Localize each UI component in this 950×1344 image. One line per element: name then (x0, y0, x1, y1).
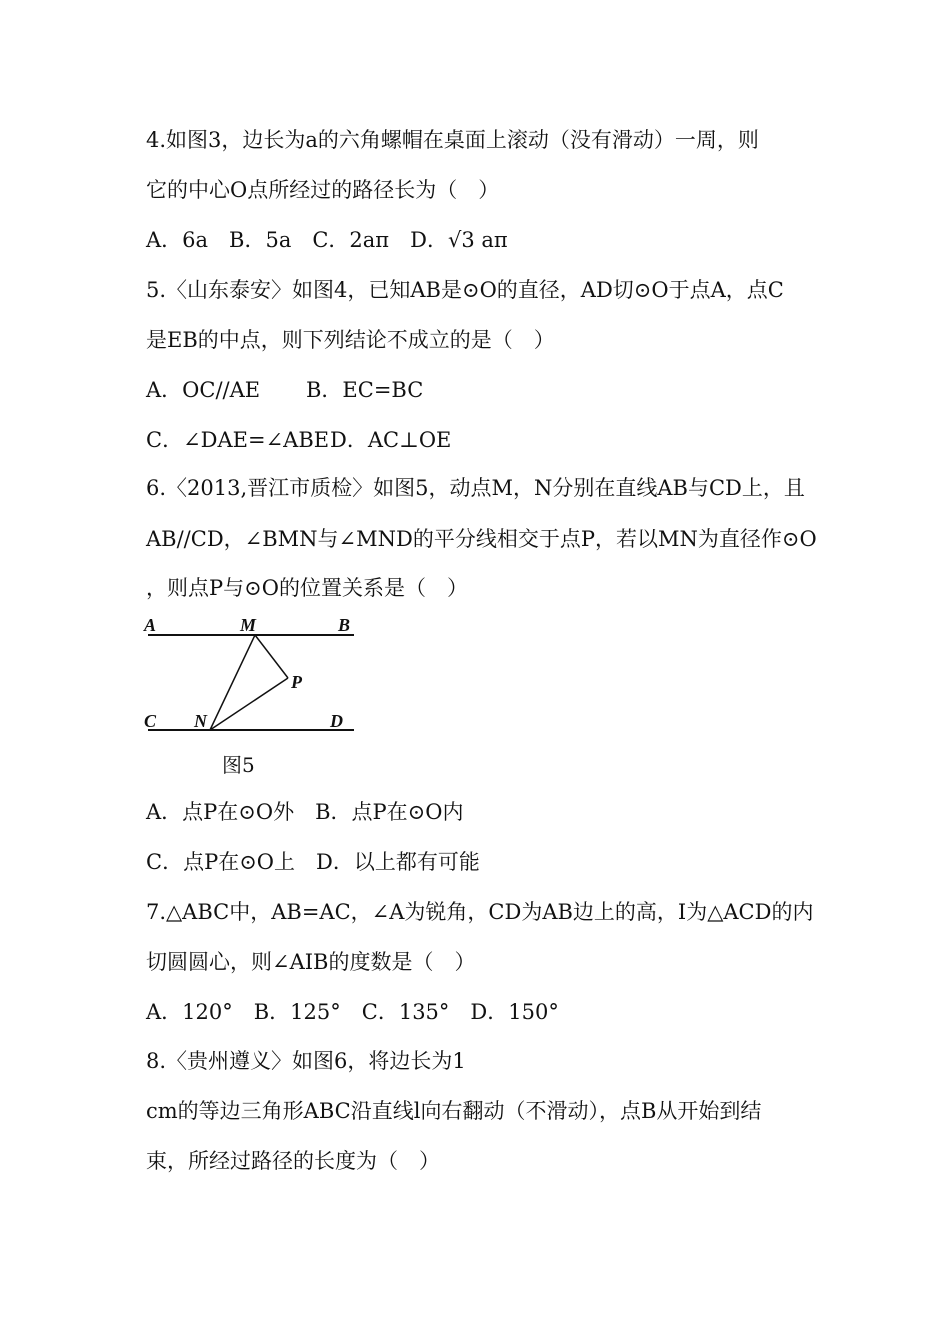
q7-line-1: 7.△ABC中，AB=AC，∠A为锐角，CD为AB边上的高，I为△ACD的内 (146, 900, 814, 924)
q4-line-1: 4.如图3，边长为a的六角螺帽在桌面上滚动（没有滑动）一周，则 (146, 128, 759, 152)
label-m: M (240, 615, 257, 635)
label-a: A (144, 615, 157, 635)
q5-option-a: A．OC//AE (146, 378, 261, 402)
q5-option-d: D．AC⊥OE (330, 428, 452, 452)
label-c: C (144, 711, 157, 731)
label-n: N (194, 711, 207, 731)
figure-5 (140, 610, 370, 740)
q4-line-2: 它的中心O点所经过的路径长为（ ） (146, 178, 500, 202)
label-d: D (330, 711, 343, 731)
q5-option-c: C．∠DAE=∠ABE (146, 428, 330, 452)
q4-options: A．6a B．5a C．2aπ D．√3 aπ (146, 228, 508, 252)
q7-options: A．120° B．125° C．135° D．150° (146, 1000, 559, 1024)
q7-line-2: 切圆圆心，则∠AIB的度数是（ ） (146, 950, 476, 974)
figure-5-diagram (140, 610, 370, 740)
q6-options-1: A．点P在⊙O外 B．点P在⊙O内 (146, 800, 464, 824)
figure-5-caption: 图5 (222, 753, 255, 777)
q5-line-2: 是EB的中点，则下列结论不成立的是（ ） (146, 328, 555, 352)
q8-line-2: cm的等边三角形ABC沿直线l向右翻动（不滑动），点B从开始到结 (146, 1099, 762, 1123)
segment-mp (255, 635, 288, 678)
label-b: B (338, 615, 351, 635)
q6-options-2: C．点P在⊙O上 D．以上都有可能 (146, 850, 480, 874)
q5-line-1: 5.〈山东泰安〉如图4，已知AB是⊙O的直径，AD切⊙O于点A，点C (146, 278, 784, 302)
q6-line-1: 6.〈2013,晋江市质检〉如图5，动点M，N分别在直线AB与CD上，且 (146, 476, 805, 500)
label-p: P (291, 672, 302, 692)
q6-line-3: ，则点P与⊙O的位置关系是（ ） (146, 576, 468, 600)
q8-line-1: 8.〈贵州遵义〉如图6，将边长为1 (146, 1049, 466, 1073)
q5-option-b: B．EC=BC (306, 378, 424, 402)
q6-line-2: AB//CD，∠BMN与∠MND的平分线相交于点P，若以MN为直径作⊙O (146, 527, 817, 551)
q8-line-3: 束，所经过路径的长度为（ ） (146, 1149, 440, 1173)
